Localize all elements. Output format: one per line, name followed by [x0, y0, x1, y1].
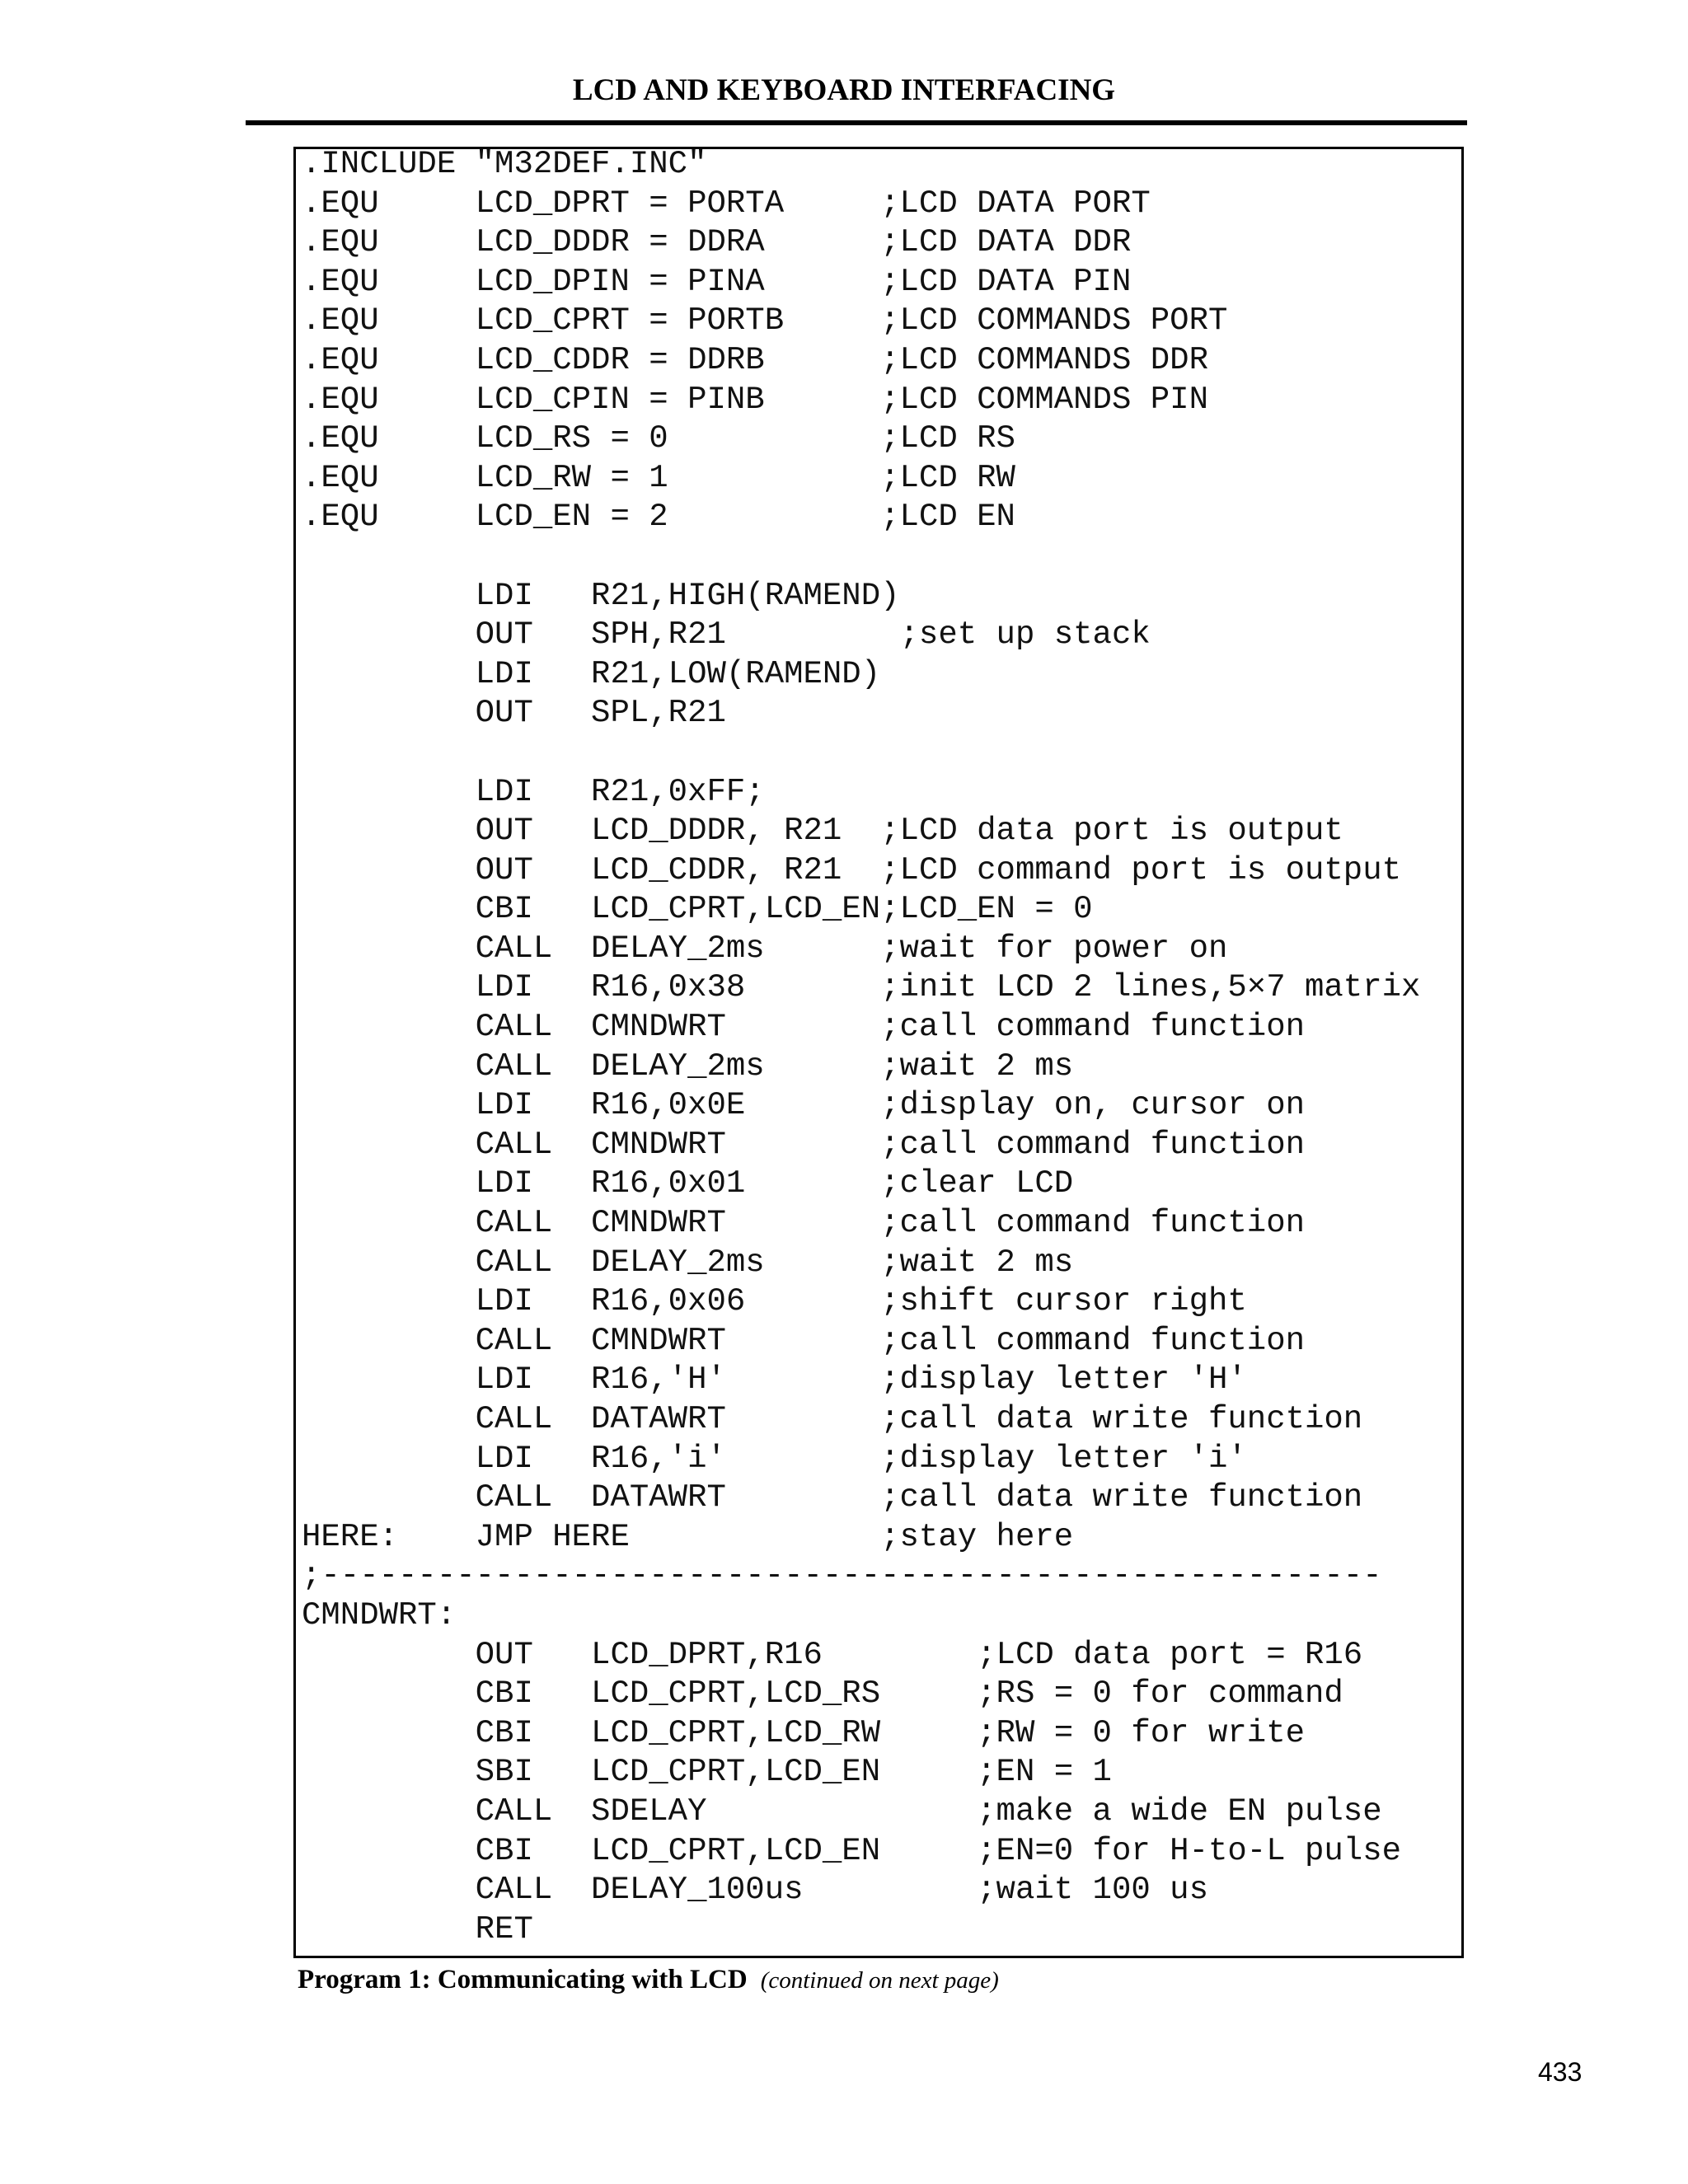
- code-line: [302, 733, 1420, 773]
- code-line: CBI LCD_CPRT,LCD_RS ;RS = 0 for command: [302, 1675, 1343, 1713]
- header-rule: [246, 120, 1467, 125]
- code-line: CALL DELAY_2ms ;wait 2 ms: [302, 1047, 1074, 1085]
- code-line: CALL DELAY_2ms ;wait 2 ms: [302, 1244, 1074, 1281]
- caption-title: Program 1: Communicating with LCD: [298, 1965, 748, 1994]
- code-line: OUT LCD_CDDR, R21 ;LCD command port is output: [302, 851, 1402, 888]
- code-line: CALL CMNDWRT ;call command function: [302, 1009, 1305, 1046]
- code-line: OUT LCD_DDDR, R21 ;LCD data port is output: [302, 813, 1343, 850]
- code-line: CALL CMNDWRT ;call command function: [302, 1205, 1305, 1242]
- code-line: [302, 537, 1420, 577]
- caption-note: (continued on next page): [760, 1967, 999, 1994]
- code-line: .EQU LCD_DDDR = DDRA ;LCD DATA DDR: [302, 224, 1132, 261]
- code-line: CALL CMNDWRT ;call command function: [302, 1126, 1305, 1163]
- code-line: CMNDWRT:: [302, 1596, 457, 1633]
- code-line: LDI R16,0x0E ;display on, cursor on: [302, 1087, 1305, 1124]
- code-line: RET: [302, 1910, 533, 1947]
- code-line: CBI LCD_CPRT,LCD_RW ;RW = 0 for write: [302, 1714, 1305, 1751]
- code-line: .EQU LCD_EN = 2 ;LCD EN: [302, 499, 1015, 536]
- code-line: LDI R21,LOW(RAMEND): [302, 655, 881, 692]
- page-header: LCD AND KEYBOARD INTERFACING: [572, 73, 1116, 107]
- code-line: .EQU LCD_CDDR = DDRB ;LCD COMMANDS DDR: [302, 341, 1208, 378]
- code-line: CBI LCD_CPRT,LCD_EN ;EN=0 for H-to-L pulse: [302, 1832, 1402, 1869]
- code-line: LDI R16,0x06 ;shift cursor right: [302, 1283, 1247, 1320]
- code-line: HERE: JMP HERE ;stay here: [302, 1518, 1074, 1555]
- code-line: CALL DATAWRT ;call data write function: [302, 1479, 1363, 1516]
- code-line: .INCLUDE "M32DEF.INC": [302, 146, 707, 182]
- code-line: OUT LCD_DPRT,R16 ;LCD data port = R16: [302, 1636, 1363, 1673]
- code-line: CALL SDELAY ;make a wide EN pulse: [302, 1793, 1382, 1830]
- code-line: .EQU LCD_DPIN = PINA ;LCD DATA PIN: [302, 263, 1132, 300]
- code-line: CALL DATAWRT ;call data write function: [302, 1401, 1363, 1437]
- code-line: .EQU LCD_CPIN = PINB ;LCD COMMANDS PIN: [302, 381, 1208, 418]
- code-line: .EQU LCD_RW = 1 ;LCD RW: [302, 459, 1015, 496]
- code-line: LDI R16,'H' ;display letter 'H': [302, 1361, 1247, 1399]
- page-number: 433: [1538, 2057, 1582, 2087]
- code-line: SBI LCD_CPRT,LCD_EN ;EN = 1: [302, 1754, 1112, 1791]
- code-line: ;-------------------------------------------------------: [302, 1558, 1382, 1595]
- code-line: OUT SPH,R21 ;set up stack: [302, 616, 1151, 654]
- code-line: .EQU LCD_DPRT = PORTA ;LCD DATA PORT: [302, 185, 1151, 222]
- code-line: CBI LCD_CPRT,LCD_EN;LCD_EN = 0: [302, 891, 1093, 928]
- code-line: CALL DELAY_100us ;wait 100 us: [302, 1872, 1208, 1909]
- code-line: .EQU LCD_RS = 0 ;LCD RS: [302, 420, 1015, 457]
- code-line: CALL DELAY_2ms ;wait for power on: [302, 930, 1228, 967]
- code-line: LDI R16,0x01 ;clear LCD: [302, 1165, 1074, 1202]
- program-caption: [298, 1965, 999, 1995]
- code-line: LDI R16,0x38 ;init LCD 2 lines,5×7 matrix: [302, 969, 1421, 1006]
- code-line: .EQU LCD_CPRT = PORTB ;LCD COMMANDS PORT: [302, 302, 1228, 340]
- code-line: CALL CMNDWRT ;call command function: [302, 1322, 1305, 1359]
- code-line: LDI R21,0xFF;: [302, 773, 765, 810]
- code-line: OUT SPL,R21: [302, 695, 726, 732]
- code-line: LDI R21,HIGH(RAMEND): [302, 577, 900, 614]
- code-line: LDI R16,'i' ;display letter 'i': [302, 1440, 1247, 1477]
- code-listing: [302, 145, 1420, 1949]
